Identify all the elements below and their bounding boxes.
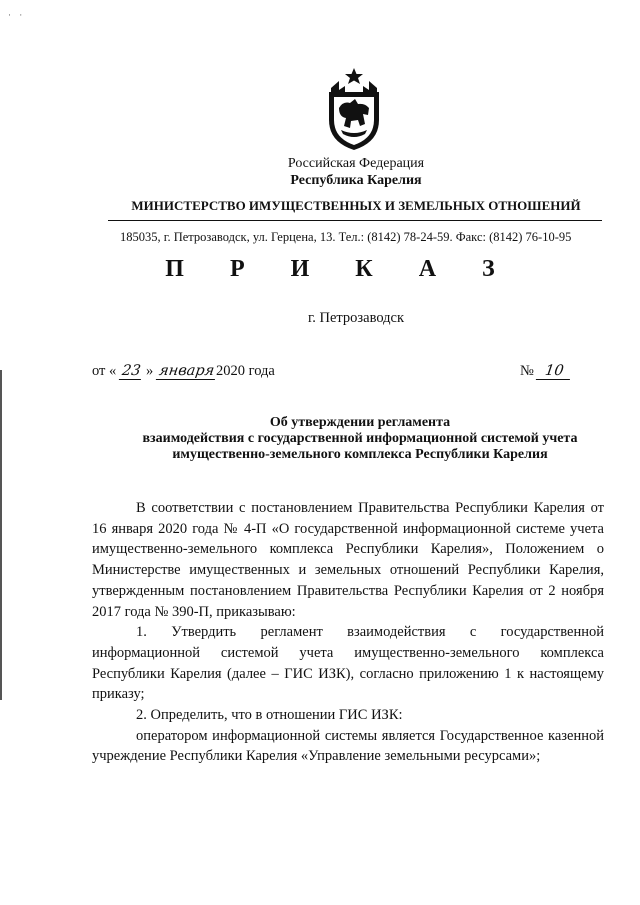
number-label: №: [520, 363, 534, 379]
header-ministry: МИНИСТЕРСТВО ИМУЩЕСТВЕННЫХ И ЗЕМЕЛЬНЫХ ОТНОШЕНИЙ: [131, 198, 581, 213]
scan-edge-line: [0, 370, 2, 700]
header-region: Республика Карелия: [290, 173, 422, 188]
date-month-handwritten: января: [156, 364, 217, 380]
subject-line-3: имущественно-земельного комплекса Республики Карелия: [172, 447, 548, 462]
document-city: г. Петрозаводск: [307, 310, 405, 326]
date-day-handwritten: 23: [119, 364, 144, 380]
header-country: Российская Федерация: [287, 156, 425, 171]
body-paragraph-item-2: 2. Определить, что в отношении ГИС ИЗК:: [136, 707, 403, 724]
body-paragraph-preamble: В соответствии с постановлением Правительства Республики Карелия от 16 января 2020 года № 4-П «О государственной информационной системе учета имущественно-земельного комплекса Республики Карелия», Положением о Министерстве имущественных и земельных отношений Республики Карелия, утвержденным постановлением Правительства Республики Карелия от 2 ноября 2017 года № 390-П, приказываю:: [92, 500, 604, 620]
date-prefix: от «: [92, 363, 117, 379]
subject-line-1: Об утверждении регламента: [269, 415, 451, 430]
document-type-title: П Р И К А З: [165, 256, 515, 282]
scan-marks: · ·: [8, 10, 26, 20]
subject-line-2: взаимодействия с государственной информационной системой учета: [142, 431, 578, 446]
document-date-line: [92, 363, 275, 380]
document-number-line: [520, 363, 572, 380]
header-address: 185035, г. Петрозаводск, ул. Герцена, 13. Тел.: (8142) 78-24-59. Факс: (8142) 76-10-95: [120, 230, 572, 244]
date-year: 2020 года: [215, 363, 275, 379]
date-mid: »: [145, 363, 154, 379]
number-handwritten: 10: [536, 364, 573, 380]
body-paragraph-item-1: 1. Утвердить регламент взаимодействия с государственной информационной системой учета имущественно-земельного комплекса Республики Карелия (далее – ГИС ИЗК), согласно приложению 1 к настоящему приказу;: [92, 624, 604, 703]
document-subject: [120, 415, 600, 463]
body-paragraph-operator: оператором информационной системы является Государственное казенной учреждение Республики Карелия «Управление земельными ресурсами»;: [92, 727, 604, 765]
document-body: [92, 498, 604, 767]
header-divider: [108, 220, 602, 221]
coat-of-arms-emblem: [325, 68, 383, 152]
